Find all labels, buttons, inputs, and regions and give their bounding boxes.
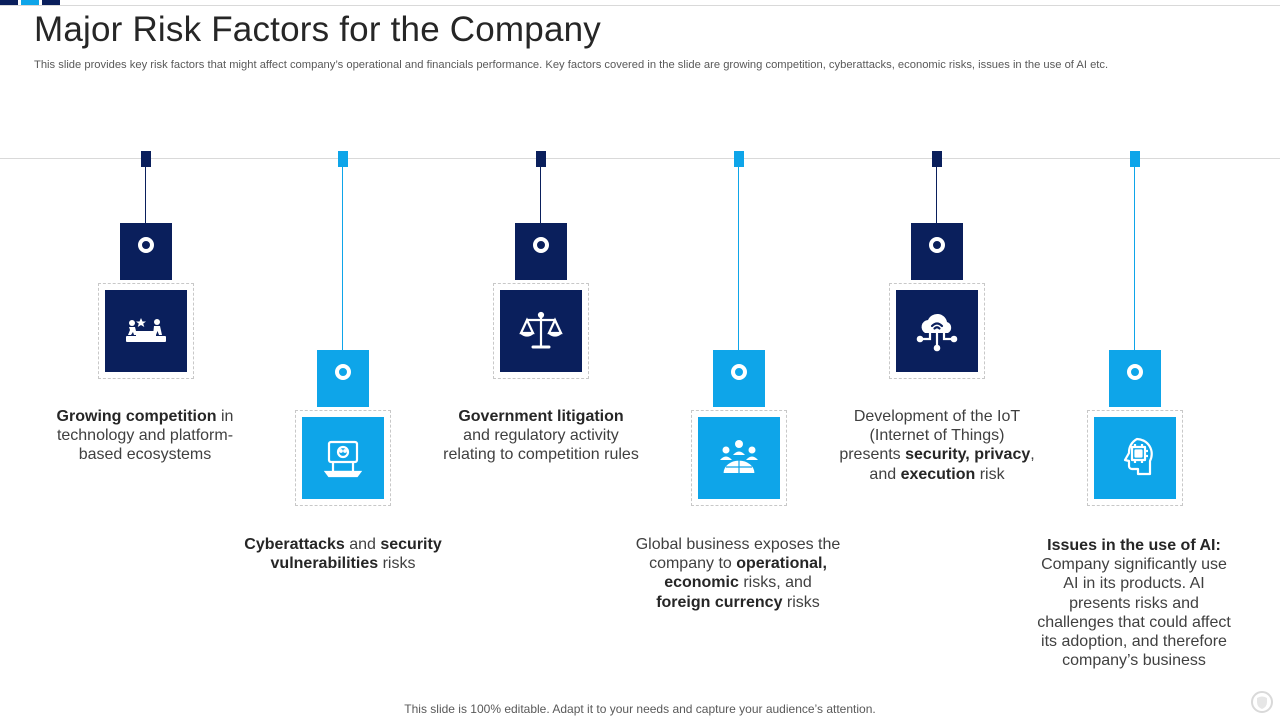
emphasis-text: economic <box>664 574 739 592</box>
icon-frame <box>295 410 391 506</box>
emphasis-text: Cyberattacks <box>244 536 345 553</box>
pin-marker <box>932 151 942 167</box>
hanging-cord <box>145 166 146 223</box>
description-line <box>436 407 646 426</box>
emphasis-text: security <box>380 536 442 553</box>
body-text: in <box>216 408 234 425</box>
tag-ring <box>120 223 172 280</box>
body-text: presents risks and <box>1069 594 1199 612</box>
description-line <box>1029 651 1239 670</box>
description-line <box>40 407 250 426</box>
description-line <box>633 535 843 554</box>
emphasis-text: operational, <box>736 555 827 573</box>
pin-marker <box>734 151 744 167</box>
risk-description <box>238 535 448 573</box>
body-text: Company significantly use <box>1041 556 1227 574</box>
description-line <box>436 426 646 445</box>
body-text: company to <box>649 555 737 573</box>
body-text: AI in its products. AI <box>1063 575 1205 593</box>
competition-icon <box>105 290 187 372</box>
global-team-icon <box>698 417 780 499</box>
body-text: company’s business <box>1062 652 1206 670</box>
emphasis-text: execution <box>900 465 976 483</box>
hanging-rail <box>0 158 1280 159</box>
pin-marker <box>536 151 546 167</box>
description-line <box>1029 632 1239 651</box>
description-line <box>633 554 843 573</box>
tag-ring <box>713 350 765 407</box>
description-line <box>832 465 1042 484</box>
description-line <box>1029 536 1239 555</box>
description-line <box>436 445 646 464</box>
page-title: Major Risk Factors for the Company <box>34 10 601 49</box>
description-line <box>832 407 1042 426</box>
emphasis-text: vulnerabilities <box>270 555 379 573</box>
hanging-cord <box>540 166 541 223</box>
description-line <box>40 426 250 445</box>
pin-marker <box>1130 151 1140 167</box>
corner-logo-icon <box>1250 690 1274 714</box>
ai-head-icon <box>1094 417 1176 499</box>
emphasis-text: Government litigation <box>458 408 624 425</box>
body-text: and <box>344 536 381 553</box>
icon-frame <box>691 410 787 506</box>
description-line <box>40 445 250 464</box>
tag-ring <box>317 350 369 407</box>
hanging-cord <box>936 166 937 223</box>
description-line <box>238 554 448 573</box>
body-text: risks, and <box>738 574 812 592</box>
body-text: risks <box>378 555 416 573</box>
icon-frame <box>889 283 985 379</box>
tag-ring <box>1109 350 1161 407</box>
body-text: technology and platform- <box>56 427 234 445</box>
description-line <box>1029 594 1239 613</box>
body-text: challenges that could affect <box>1037 613 1231 631</box>
hanging-cord <box>738 166 739 350</box>
risk-description <box>436 407 646 465</box>
icon-frame <box>98 283 194 379</box>
body-text: relating to competition rules <box>443 446 639 464</box>
description-line <box>1029 574 1239 593</box>
pin-marker <box>141 151 151 167</box>
cyberattack-icon <box>302 417 384 499</box>
hanging-cord <box>1134 166 1135 350</box>
body-text: risk <box>975 465 1005 483</box>
description-line <box>633 593 843 612</box>
risk-description <box>832 407 1042 484</box>
description-line <box>238 535 448 554</box>
body-text: Global business exposes the <box>635 536 841 553</box>
description-line <box>1029 555 1239 574</box>
footer-note: This slide is 100% editable. Adapt it to your needs and capture your audience’s attention. <box>404 702 876 716</box>
description-line <box>1029 613 1239 632</box>
description-line <box>832 445 1042 464</box>
cloud-iot-icon <box>896 290 978 372</box>
emphasis-text: security, privacy <box>905 446 1031 464</box>
body-text: its adoption, and therefore <box>1041 633 1227 651</box>
page-subtitle: This slide provides key risk factors that might affect company’s operational and financials performance. Key factors covered in the slide are growing competition, cyberattacks, economic risks, issues in the use of AI etc. <box>34 59 1109 71</box>
pin-marker <box>338 151 348 167</box>
tag-ring <box>911 223 963 280</box>
body-text: risks <box>782 593 820 611</box>
scales-icon <box>500 290 582 372</box>
emphasis-text: foreign currency <box>656 593 783 611</box>
body-text: and regulatory activity <box>463 427 619 445</box>
risk-description <box>40 407 250 465</box>
risk-description <box>633 535 843 612</box>
body-text: based ecosystems <box>78 446 212 464</box>
hanging-cord <box>342 166 343 350</box>
emphasis-text: Growing competition <box>56 408 217 425</box>
body-text: presents <box>839 446 906 464</box>
icon-frame <box>1087 410 1183 506</box>
body-text: (Internet of Things) <box>869 427 1005 445</box>
icon-frame <box>493 283 589 379</box>
body-text: Development of the IoT <box>853 408 1021 425</box>
body-text: and <box>869 465 901 483</box>
emphasis-text: Issues in the use of AI: <box>1047 537 1221 554</box>
top-divider <box>0 5 1280 6</box>
description-line <box>633 573 843 592</box>
body-text: , <box>1030 446 1035 464</box>
tag-ring <box>515 223 567 280</box>
risk-description <box>1029 536 1239 670</box>
description-line <box>832 426 1042 445</box>
